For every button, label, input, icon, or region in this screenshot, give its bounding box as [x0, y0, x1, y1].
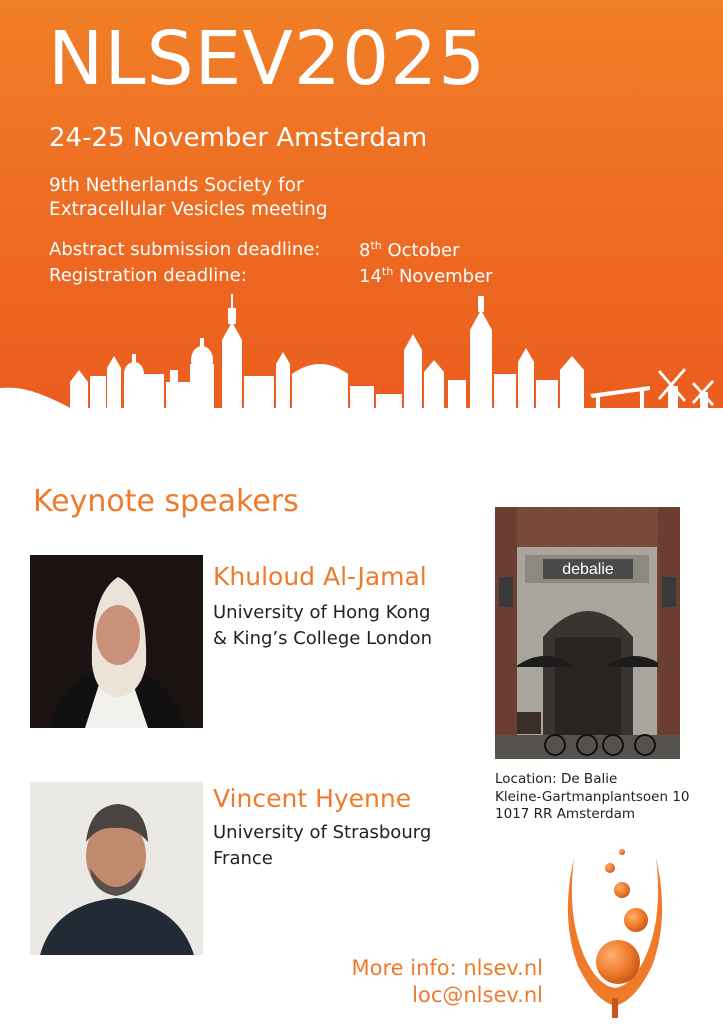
venue-building-illustration	[495, 507, 680, 759]
deadline-month: October	[387, 240, 460, 261]
speaker-photo	[30, 782, 203, 955]
email-link[interactable]: loc@nlsev.nl	[412, 983, 543, 1008]
venue-sign-text: debalie	[562, 561, 614, 578]
affiliation-line: France	[213, 848, 273, 870]
nlsev-vesicle-logo-icon	[560, 838, 670, 1018]
venue-photo	[495, 507, 680, 759]
deadline-suffix: th	[381, 265, 394, 278]
speaker-photo	[30, 555, 203, 728]
speaker-portrait-illustration	[30, 555, 203, 728]
speaker-affiliation	[213, 600, 473, 652]
event-dates: 24-25 November Amsterdam	[49, 123, 428, 153]
amsterdam-skyline-illustration	[0, 290, 723, 430]
deadline-date	[359, 265, 493, 287]
website-link[interactable]: More info: nlsev.nl	[351, 956, 543, 980]
keynote-section-title: Keynote speakers	[33, 484, 299, 519]
deadline-day: 14	[359, 266, 382, 287]
deadline-label: Abstract submission deadline:	[49, 239, 321, 260]
deadline-date	[359, 239, 460, 261]
deadline-label: Registration deadline:	[49, 265, 247, 286]
meeting-line-2: Extracellular Vesicles meeting	[49, 199, 328, 221]
speaker-affiliation	[213, 820, 473, 872]
affiliation-line: & King’s College London	[213, 628, 433, 650]
meeting-line-1: 9th Netherlands Society for	[49, 175, 304, 196]
deadline-month: November	[398, 266, 493, 287]
meeting-description	[49, 174, 409, 222]
affiliation-line: University of Hong Kong	[213, 602, 431, 623]
speaker-name: Vincent Hyenne	[213, 784, 412, 813]
event-title: NLSEV2025	[48, 16, 487, 102]
location-line: Location: De Balie	[495, 771, 618, 787]
location-line: 1017 RR Amsterdam	[495, 806, 636, 823]
contact-info	[352, 955, 544, 1010]
deadline-day: 8	[359, 240, 371, 261]
speaker-name: Khuloud Al-Jamal	[213, 562, 427, 591]
venue-location	[495, 771, 690, 824]
header-banner	[0, 0, 723, 430]
location-line: Kleine-Gartmanplantsoen 10	[495, 788, 690, 805]
deadline-suffix: th	[370, 239, 382, 252]
speaker-portrait-illustration	[30, 782, 203, 955]
affiliation-line: University of Strasbourg	[213, 822, 432, 843]
